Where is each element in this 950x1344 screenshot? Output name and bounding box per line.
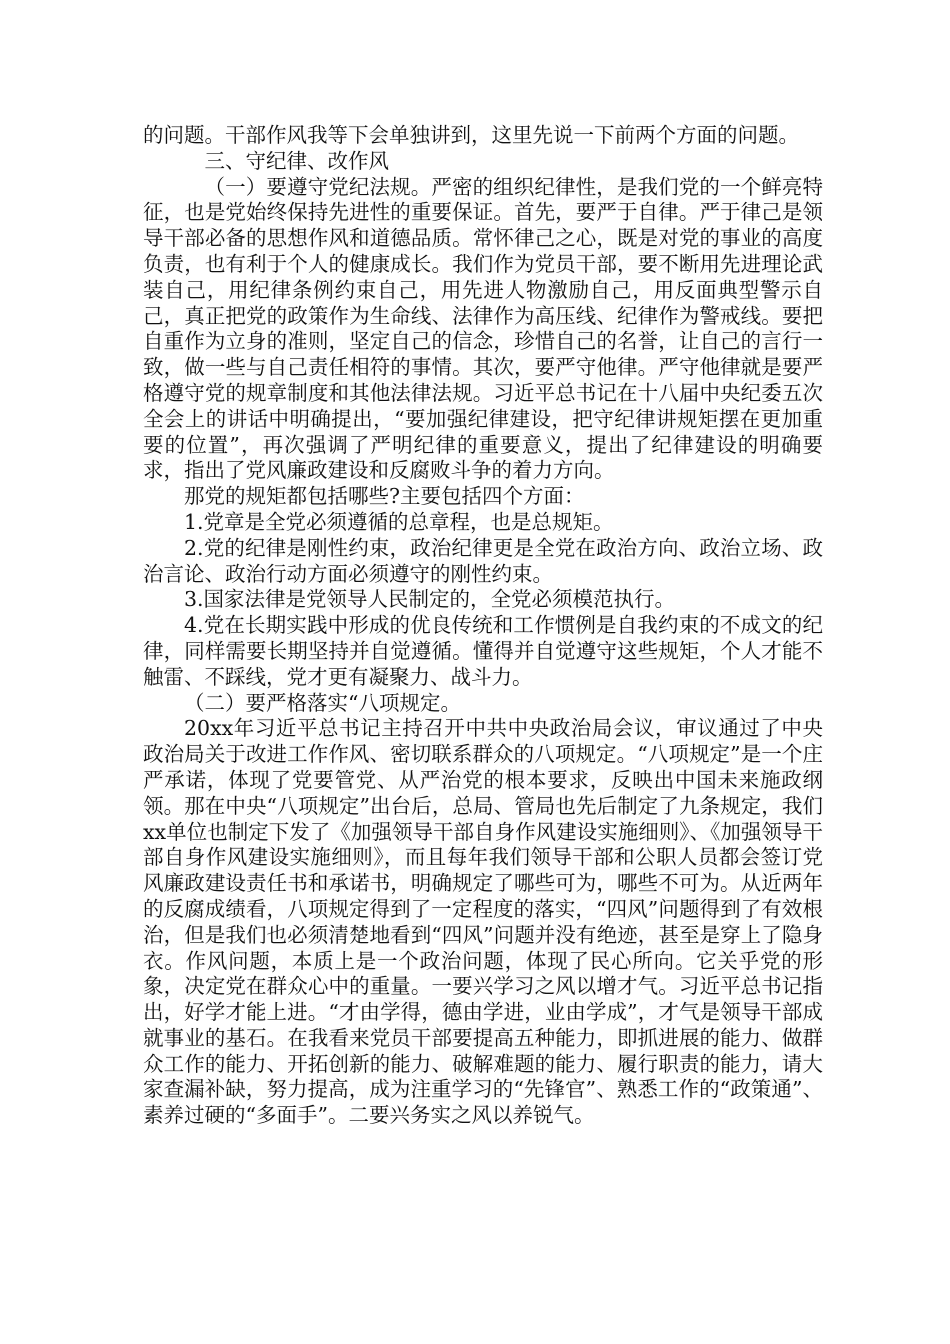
paragraph-eight-rules: 20xx年习近平总书记主持召开中共中央政治局会议，审议通过了中央政治局关于改进工作作风、密切联系群众的八项规定。“八项规定”是一个庄严承诺，体现了党要管党、从严治党的根本要求，反映出中国未来施政纲领。那在中央“八项规定”出台后，总局、管局也先后制定了九条规定，我们xx单位也制定下发了《加强领导干部自身作风建设实施细则》、《加强领导干部自身作风建设实施细则》，而且每年我们领导干部和公职人员都会签订党风廉政建设责任书和承诺书，明确规定了哪些可为，哪些不可为。从近两年的反腐成绩看，八项规定得到了一定程度的落实，“四风”问题得到了有效根治，但是我们也必须清楚地看到“四风”问题并没有绝迹，甚至是穿上了隐身衣。作风问题，本质上是一个政治问题，体现了民心所向。它关乎党的形象，决定党在群众心中的重量。一要兴学习之风以增才气。习近平总书记指出，好学才能上进。“才由学得，德由学进，业由学成”，才气是领导干部成就事业的基石。在我看来党员干部要提高五种能力，即抓进展的能力、做群众工作的能力、开拓创新的能力、破解难题的能力、履行职责的能力，请大家查漏补缺，努力提高，成为注重学习的“先锋官”、熟悉工作的“政策通”、素养过硬的“多面手”。二要兴务实之风以养锐气。 — [143, 716, 823, 1128]
section-heading: 三、守纪律、改作风 — [204, 148, 389, 173]
list-item-3: 3.国家法律是党领导人民制定的，全党必须模范执行。 — [184, 587, 676, 612]
document-page — [143, 123, 823, 1129]
paragraph-continuation: 的问题。干部作风我等下会单独讲到，这里先说一下前两个方面的问题。 — [143, 123, 799, 147]
paragraph-rules-intro: 那党的规矩都包括哪些?主要包括四个方面： — [184, 484, 585, 509]
list-item-1: 1.党章是全党必须遵循的总章程，也是总规矩。 — [184, 509, 614, 534]
subsection-heading: （二）要严格落实“八项规定。 — [184, 690, 461, 715]
paragraph-party-discipline: （一）要遵守党纪法规。严密的组织纪律性，是我们党的一个鲜亮特征，也是党始终保持先进性的重要保证。首先，要严于自律。严于律己是领导干部必备的思想作风和道德品质。常怀律己之心，既是对党的事业的高度负责，也有利于个人的健康成长。我们作为党员干部，要不断用先进理论武装自己，用纪律条例约束自己，用先进人物激励自己，用反面典型警示自己，真正把党的政策作为生命线、法律作为高压线、纪律作为警戒线。要把自重作为立身的准则，坚定自己的信念，珍惜自己的名誉，让自己的言行一致，做一些与自己责任相符的事情。其次，要严守他律。严守他律就是要严格遵守党的规章制度和其他法律法规。习近平总书记在十八届中央纪委五次全会上的讲话中明确提出，“要加强纪律建设，把守纪律讲规矩摆在更加重要的位置”，再次强调了严明纪律的重要意义，提出了纪律建设的明确要求，指出了党风廉政建设和反腐败斗争的着力方向。 — [143, 174, 823, 483]
list-item-4: 4.党在长期实践中形成的优良传统和工作惯例是自我约束的不成文的纪律，同样需要长期坚持并自觉遵循。懂得并自觉遵守这些规矩，个人才能不触雷、不踩线，党才更有凝聚力、战斗力。 — [143, 613, 823, 689]
list-item-2: 2.党的纪律是刚性约束，政治纪律更是全党在政治方向、政治立场、政治言论、政治行动方面必须遵守的刚性约束。 — [143, 535, 823, 586]
